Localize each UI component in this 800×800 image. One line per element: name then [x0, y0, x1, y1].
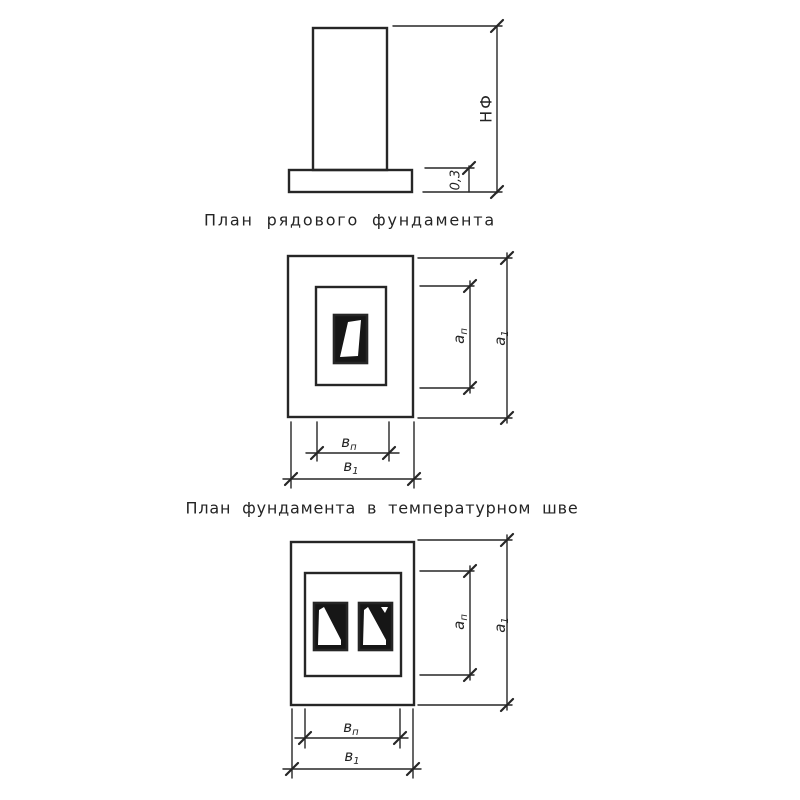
- dim-sub: 1: [500, 330, 511, 337]
- plan-single-view: [283, 252, 513, 488]
- dim-base: а: [450, 620, 468, 630]
- plan-joint-dimension-ticks: [286, 534, 513, 775]
- plan-single-horizontal-dimensions: [283, 422, 421, 488]
- plan-joint-dim-a-inner: [450, 614, 468, 630]
- dim-sub: п: [350, 442, 357, 453]
- footing-slab-outline: [289, 170, 412, 192]
- dim-sub: п: [459, 614, 470, 621]
- plan-joint-footing-outline: [291, 542, 414, 705]
- dim-base: а: [491, 336, 509, 346]
- dim-sub: 1: [352, 466, 359, 477]
- plan-single-dim-a-outer: [491, 330, 509, 346]
- elevation-slab-thickness-label: 0,3: [448, 169, 464, 191]
- plan-joint-dim-b-outer: [344, 747, 359, 765]
- dim-sub: п: [352, 727, 359, 738]
- plan-single-caption: План рядового фундамента: [204, 210, 496, 230]
- dim-sub: 1: [500, 617, 511, 624]
- dim-sub: 1: [353, 756, 360, 767]
- dim-base: в: [343, 457, 353, 475]
- dim-base: а: [450, 334, 468, 344]
- dim-sub: п: [459, 328, 470, 335]
- plan-joint-view: [283, 534, 513, 778]
- plan-joint-caption: План фундамента в температурном шве: [185, 498, 579, 518]
- column-outline: [313, 28, 387, 170]
- plan-joint-dim-a-outer: [491, 617, 509, 633]
- elevation-view: [289, 20, 503, 198]
- dim-base: в: [343, 718, 353, 736]
- elevation-height-label: НФ: [476, 93, 496, 123]
- plan-single-dim-a-inner: [450, 328, 468, 344]
- plan-joint-dim-b-inner: [343, 718, 358, 736]
- plan-single-dim-b-outer: [343, 457, 358, 475]
- dim-base: в: [341, 433, 351, 451]
- dim-base: в: [344, 747, 354, 765]
- plan-single-dim-b-inner: [341, 433, 356, 451]
- dim-base: а: [491, 623, 509, 633]
